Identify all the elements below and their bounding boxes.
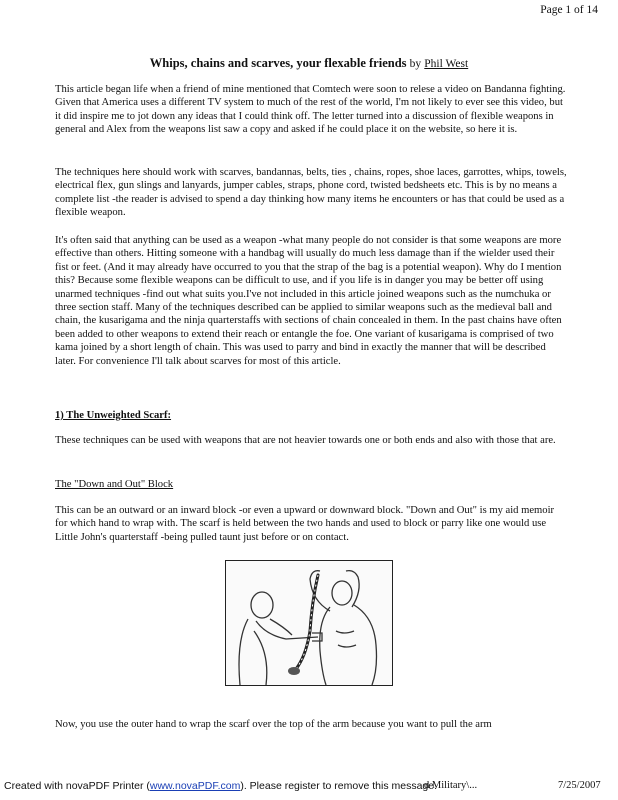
paragraph-discussion: It's often said that anything can be used as a weapon -what many people do not consider is that some weapons are more effective than others. Hitting someone with a handbag will usually do much less damage than if the wielder used their fist or feet. (And it may already have occurred to you that the strap of the bag is a potential weapon). Why do I mention this? Because some flexible weapons can be difficult to use, and if you life is in danger you may be better off using unarmed techniques -find out what suits you.I've not included in this article joined weapons such as the numchuka or three section staff. Many of the techniques described can be applied to similar weapons such as the medieval ball and chain, the kusarigama and the ninja quarterstaffs with sections of chain concealed in them. In the past chains have often been added to other weapons to extend their reach or entangle the foe. One variant of kusarigama is comprised of two kama joined by a short length of chain. This was used to parry and bind in exactly the manner that will be described later. For convenience I'll talk about scarves for most of this article. <box>55 235 562 367</box>
author-link[interactable]: Phil West <box>424 58 469 70</box>
section-heading-unweighted-scarf: 1) The Unweighted Scarf: <box>55 410 172 421</box>
article-title-line <box>0 56 618 71</box>
article-title: Whips, chains and scarves, your flexable friends <box>149 56 407 70</box>
author-prefix: by <box>409 58 422 70</box>
paragraph-block-description: This can be an outward or an inward block -or even a upward or downward block. "Down and Out" is my aid memoir for which hand to wrap with. The scarf is held between the two hands and used to block or parry like one would use Little John's quarterstaff -being pulled taunt just before or on contact. <box>55 505 555 543</box>
paragraph-unweighted-intro: These techniques can be used with weapons that are not heavier towards one or both ends and also with those that are. <box>55 435 556 446</box>
paragraph-intro: This article began life when a friend of mine mentioned that Comtech were soon to relese a video on Bandanna fighting. Given that America uses a different TV system to much of the rest of the world, I'm not likely to ever see this video, but it did inspire me to jot down any ideas that I could think off. The letter turned into a discussion of flexible weapons in general and Alex from the weapons list saw a copy and asked if he could place it on the website, so here it is. <box>55 84 566 136</box>
pdf-footer <box>4 780 616 792</box>
paragraph-weapon-list: The techniques here should work with scarves, bandannas, belts, ties , chains, ropes, shoe laces, garrottes, whips, towels, electrical flex, gun slings and lanyards, jumper cables, straps, phone cord, twisted bedsheets etc. This is by no means a complete list -the reader is advised to spend a day thinking how many items he encounters or has that could be used as a flexible weapon. <box>55 167 567 219</box>
novapdf-link[interactable]: www.novaPDF.com <box>149 780 241 792</box>
paragraph-continuation: Now, you use the outer hand to wrap the scarf over the top of the arm because you want to pull the arm <box>55 719 492 730</box>
footer-suffix: ). Please register to remove this message. <box>240 780 438 792</box>
footer-path: d Military\... <box>424 780 478 791</box>
two-figures-illustration <box>226 561 392 685</box>
footer-prefix: Created with novaPDF Printer ( <box>4 780 150 792</box>
subheading-down-and-out-block: The "Down and Out" Block <box>55 479 174 490</box>
footer-date: 7/25/2007 <box>558 780 601 791</box>
illustration-scarf-block <box>225 560 393 686</box>
page-number: Page 1 of 14 <box>540 4 598 16</box>
